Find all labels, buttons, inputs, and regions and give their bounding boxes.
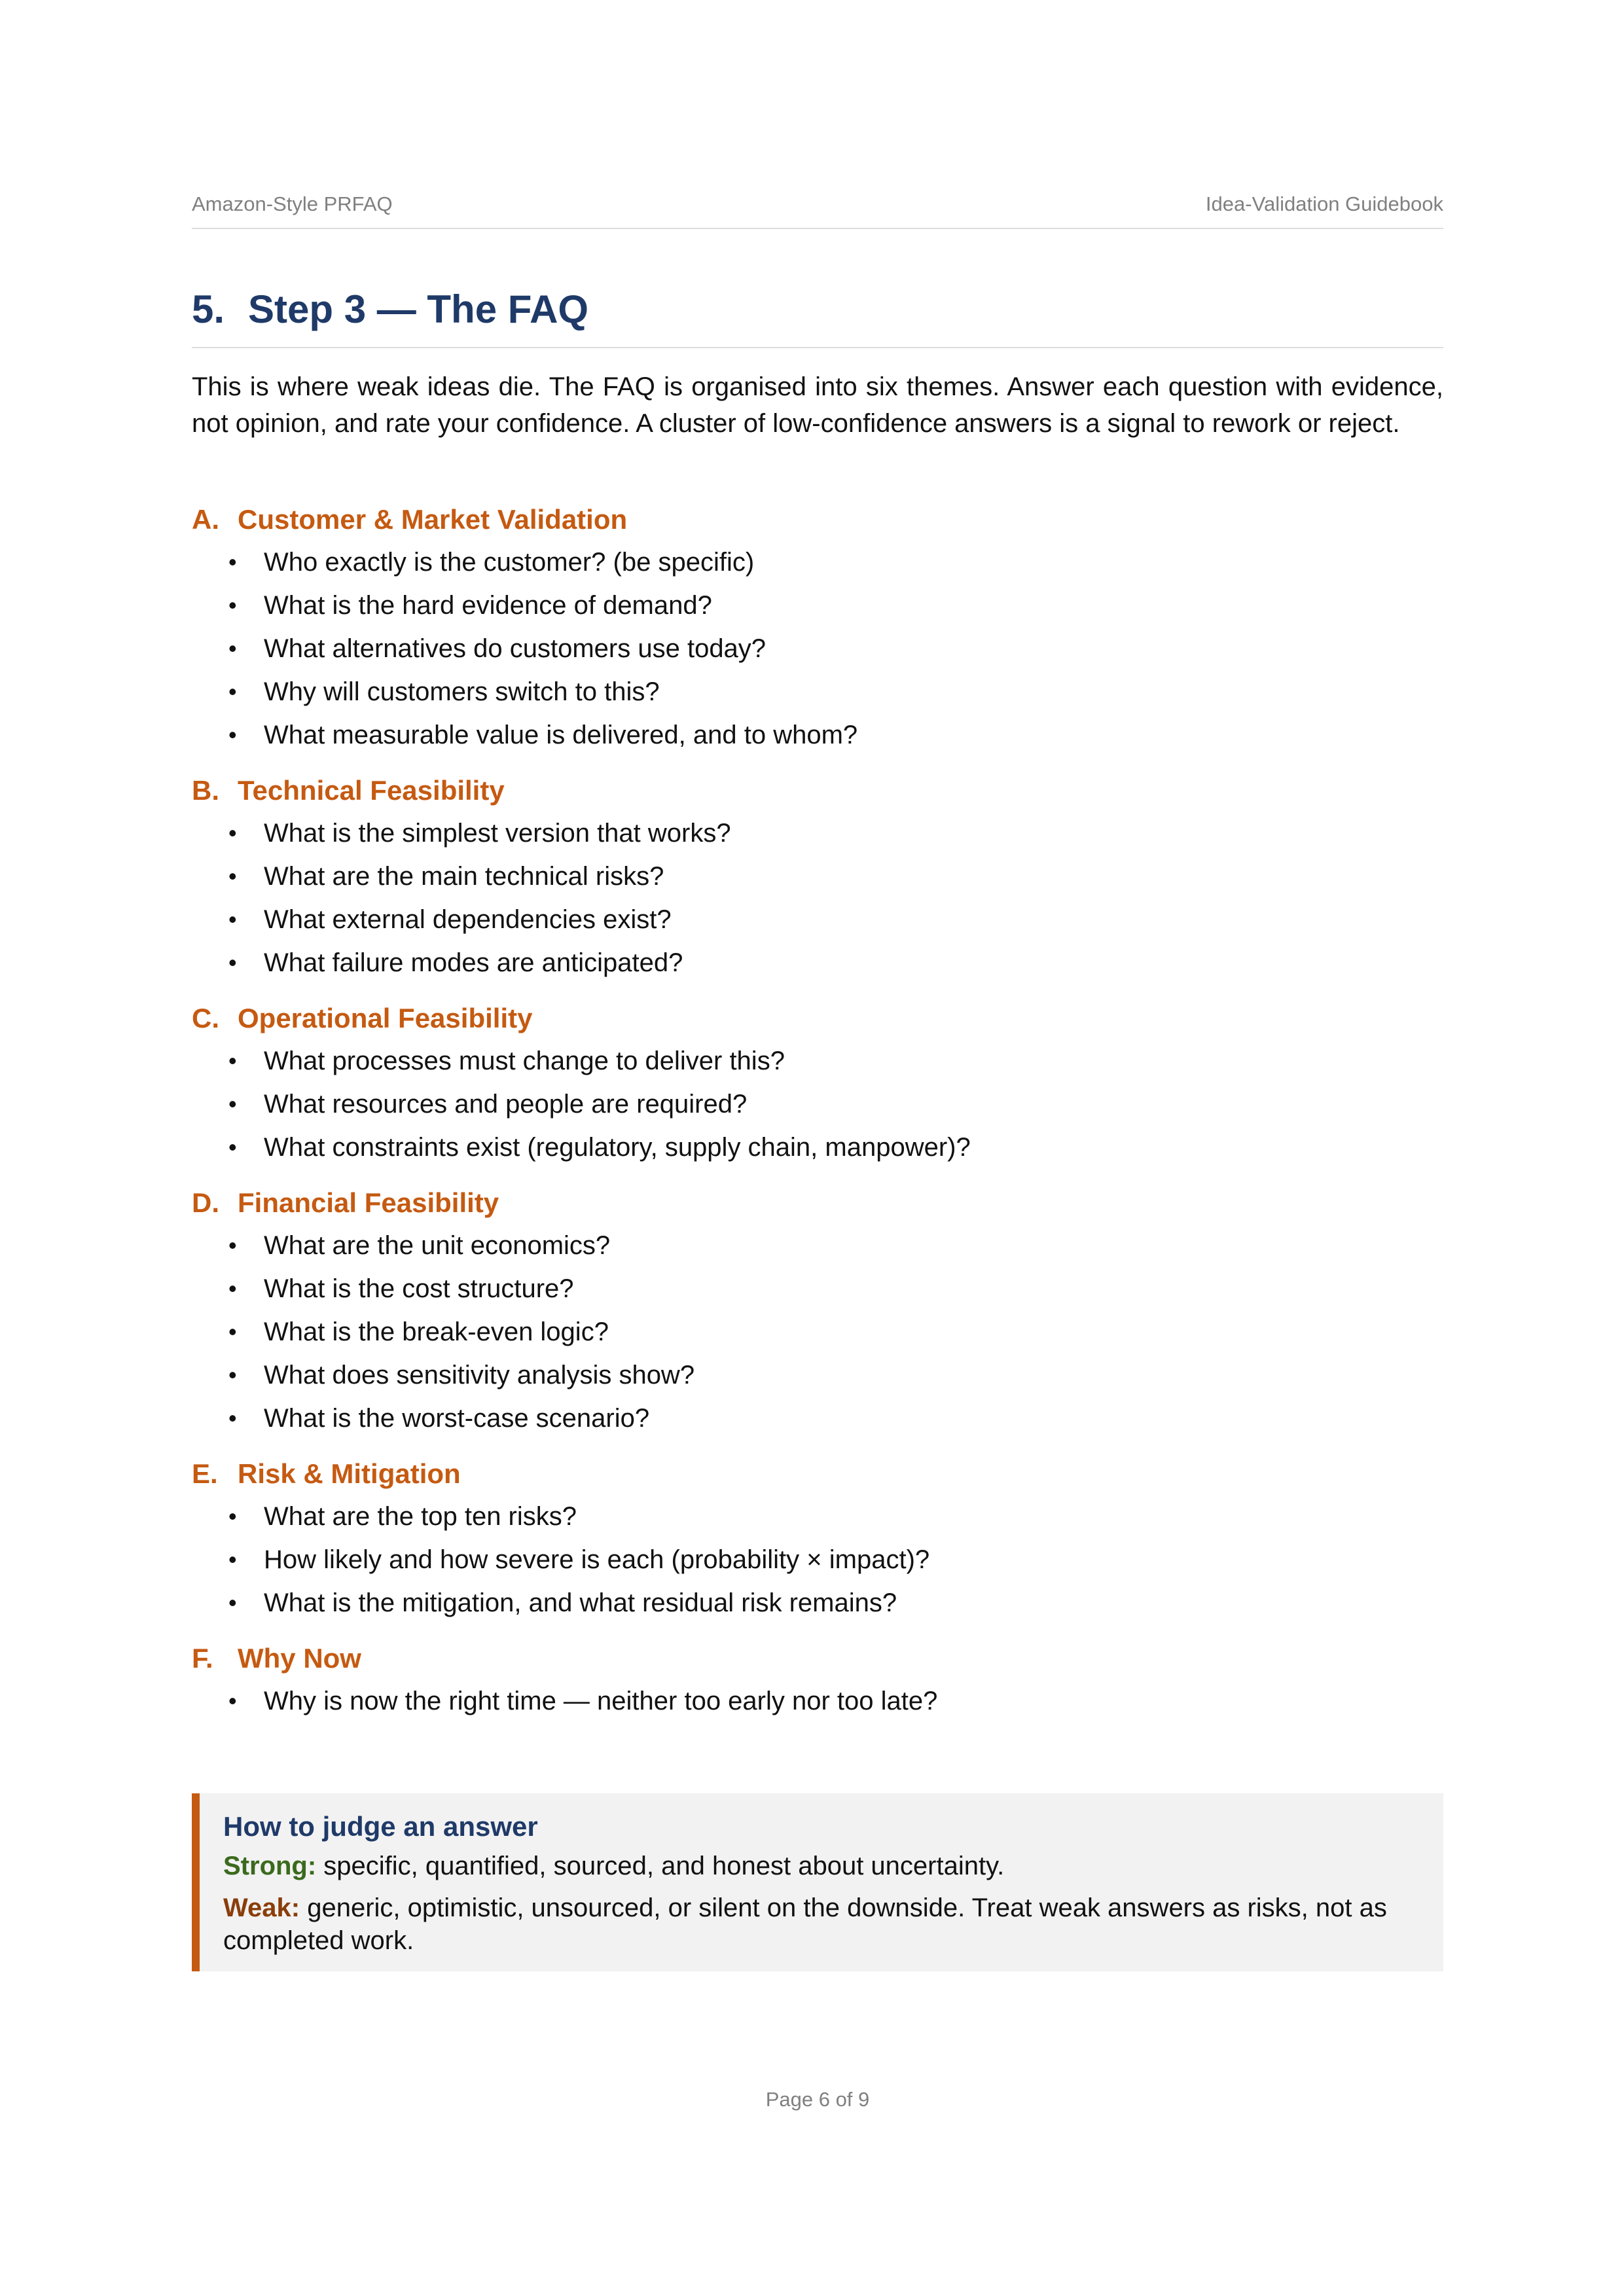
strong-text: specific, quantified, sourced, and honest about uncertainty. [316,1852,1005,1880]
question-item [192,1126,1443,1169]
theme-letter: F. [192,1643,213,1674]
theme-heading [192,997,1443,1039]
question-text: What is the worst-case scenario? [264,1404,650,1433]
section-title: Step 3 — The FAQ [248,287,589,331]
question-text: What is the hard evidence of demand? [264,591,712,620]
theme-title: Operational Feasibility [238,1003,533,1033]
weak-criteria [223,1892,1391,1957]
header-guidebook-title: Idea-Validation Guidebook [1205,192,1443,215]
question-item [192,584,1443,627]
question-list [192,1224,1443,1440]
bullet-icon: • [228,906,237,933]
question-text: What are the unit economics? [264,1231,611,1260]
question-text: What constraints exist (regulatory, supply chain, manpower)? [264,1133,971,1162]
question-list [192,812,1443,984]
bullet-icon: • [228,592,237,619]
bullet-icon: • [228,1503,237,1530]
question-text: Why will customers switch to this? [264,677,660,706]
theme-title: Financial Feasibility [238,1187,499,1218]
theme-heading [192,1453,1443,1495]
question-text: Why is now the right time — neither too early nor too late? [264,1687,938,1715]
bullet-icon: • [228,863,237,889]
faq-theme [192,770,1443,984]
question-text: What failure modes are anticipated? [264,948,683,977]
bullet-icon: • [228,1589,237,1616]
judge-answer-callout [192,1793,1443,1971]
faq-theme [192,1453,1443,1624]
faq-theme [192,1638,1443,1723]
question-text: What does sensitivity analysis show? [264,1361,695,1390]
theme-title: Technical Feasibility [238,775,505,806]
question-item [192,1354,1443,1397]
bullet-icon: • [228,1275,237,1302]
faq-theme [192,499,1443,757]
question-text: What is the break-even logic? [264,1318,609,1346]
question-list [192,541,1443,757]
question-list [192,1039,1443,1169]
bullet-icon: • [228,1090,237,1117]
question-item [192,670,1443,713]
section-number: 5. [192,287,225,331]
bullet-icon: • [228,1047,237,1074]
weak-label: Weak: [223,1893,300,1922]
bullet-icon: • [228,819,237,846]
question-item [192,1039,1443,1083]
question-item [192,627,1443,670]
question-item [192,812,1443,855]
theme-letter: B. [192,775,219,806]
theme-title: Why Now [238,1643,361,1674]
question-text: What are the top ten risks? [264,1502,577,1531]
question-text: What is the mitigation, and what residual risk remains? [264,1588,897,1617]
strong-label: Strong: [223,1852,317,1880]
theme-letter: D. [192,1187,219,1218]
question-item [192,713,1443,757]
bullet-icon: • [228,635,237,662]
question-text: Who exactly is the customer? (be specific) [264,548,755,577]
question-list [192,1679,1443,1723]
theme-letter: A. [192,504,219,535]
question-text: What processes must change to deliver this? [264,1047,785,1075]
strong-criteria [223,1847,1391,1885]
question-text: What external dependencies exist? [264,905,672,934]
question-text: What measurable value is delivered, and to whom? [264,721,858,749]
theme-heading [192,770,1443,812]
page-number: Page 6 of 9 [765,2088,870,2111]
bullet-icon: • [228,1546,237,1573]
bullet-icon: • [228,1687,237,1714]
question-item [192,1581,1443,1624]
question-item [192,855,1443,898]
question-text: What alternatives do customers use today? [264,634,767,663]
callout-title: How to judge an answer [223,1811,538,1842]
header-doc-title: Amazon-Style PRFAQ [192,192,393,215]
faq-theme [192,997,1443,1169]
theme-heading [192,1182,1443,1224]
question-item [192,1495,1443,1538]
bullet-icon: • [228,1361,237,1388]
theme-letter: C. [192,1003,219,1033]
question-item [192,1397,1443,1440]
section-heading [192,287,1443,348]
question-item [192,1224,1443,1267]
question-item [192,1267,1443,1310]
bullet-icon: • [228,1405,237,1431]
question-text: How likely and how severe is each (probability × impact)? [264,1545,930,1574]
bullet-icon: • [228,678,237,705]
document-page [192,0,1443,2296]
theme-title: Risk & Mitigation [238,1458,461,1489]
question-item [192,1679,1443,1723]
theme-heading [192,1638,1443,1679]
intro-paragraph: This is where weak ideas die. The FAQ is organised into six themes. Answer each question with evidence, not opinion, and rate your confidence. A cluster of low-confidence answers is a signal to rework or reject. [192,372,1443,438]
question-text: What is the simplest version that works? [264,819,731,848]
bullet-icon: • [228,1232,237,1259]
theme-letter: E. [192,1458,218,1489]
question-item [192,1083,1443,1126]
question-item [192,941,1443,984]
faq-theme [192,1182,1443,1440]
question-text: What resources and people are required? [264,1090,748,1119]
question-item [192,1310,1443,1354]
question-item [192,541,1443,584]
question-text: What is the cost structure? [264,1274,574,1303]
question-item [192,1538,1443,1581]
question-list [192,1495,1443,1624]
question-item [192,898,1443,941]
bullet-icon: • [228,1318,237,1345]
bullet-icon: • [228,1134,237,1160]
theme-heading [192,499,1443,541]
bullet-icon: • [228,548,237,575]
weak-text: generic, optimistic, unsourced, or silent on the downside. Treat weak answers as risks, not as completed work. [223,1893,1387,1955]
bullet-icon: • [228,949,237,976]
theme-title: Customer & Market Validation [238,504,628,535]
question-text: What are the main technical risks? [264,862,664,891]
bullet-icon: • [228,721,237,748]
running-header [192,190,1443,229]
faq-themes [192,499,1443,1736]
